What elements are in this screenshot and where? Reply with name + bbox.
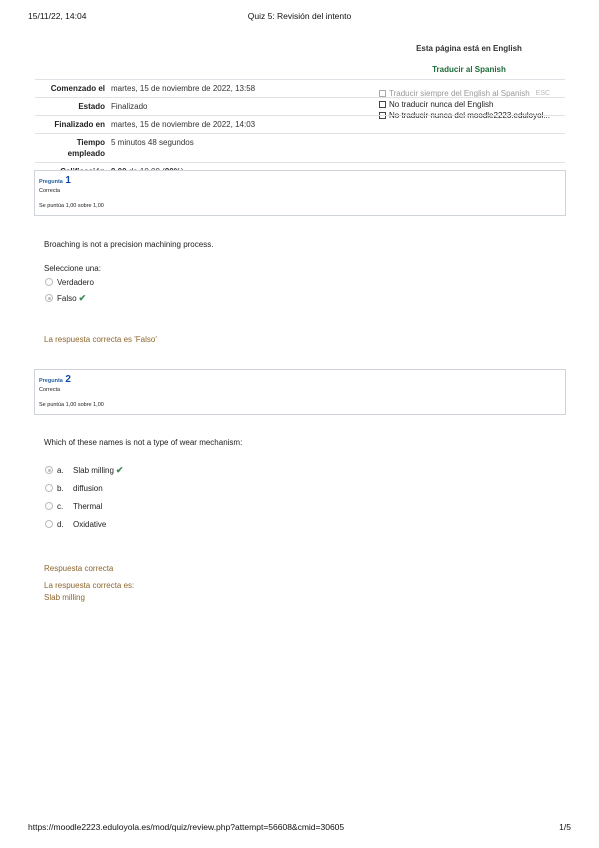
question-grade: Se puntúa 1,00 sobre 1,00 [39,203,104,209]
never-translate-site-label: No traducir nunca del moodle2223.eduloyol... [389,111,550,120]
summary-value: Finalizado [111,102,148,111]
question-state: Correcta [39,188,61,194]
answer-label: Falso [57,293,77,303]
answer-option[interactable] [45,276,94,288]
radio-icon[interactable] [45,466,53,474]
print-header [28,11,571,25]
summary-label-line: empleado [67,149,105,158]
summary-label [35,137,111,159]
correct-answer-feedback: La respuesta correcta es 'Falso' [44,335,157,344]
check-icon: ✔ [115,464,124,475]
print-url: https://moodle2223.eduloyola.es/mod/quiz/review.php?attempt=56608&cmid=30605 [28,822,345,832]
radio-icon[interactable] [45,502,53,510]
feedback-correct: Respuesta correcta [44,564,114,573]
never-translate-language-label: No traducir nunca del English [389,100,494,109]
question-info-box [34,170,566,216]
summary-label-line: Tiempo [76,138,105,147]
summary-label: Finalizado en [54,120,105,129]
summary-label: Comenzado el [50,84,105,93]
translate-always-label: Traducir siempre del English al Spanish [389,89,530,98]
answer-letter: b. [57,483,64,493]
question-number [39,374,561,385]
print-footer [28,822,571,836]
answer-option[interactable] [45,518,106,530]
print-title: Quiz 5: Revisión del intento [247,11,352,21]
question-prefix: Pregunta [39,378,63,384]
page-number: 1/5 [559,822,571,832]
answer-letter: d. [57,519,64,529]
translate-button[interactable]: Traducir al Spanish [432,65,506,74]
question-number-value: 2 [65,374,71,385]
correct-answer-intro: La respuesta correcta es: [44,581,135,590]
question-prefix: Pregunta [39,179,63,185]
answer-option[interactable] [45,464,123,476]
answer-letter: a. [57,465,64,475]
question-state: Correcta [39,387,61,393]
question-grade: Se puntúa 1,00 sobre 1,00 [39,402,104,408]
correct-answer-value: Slab milling [44,593,85,602]
question-info-box [34,369,566,415]
summary-row-finished [35,115,565,133]
summary-label: Estado [78,102,105,111]
answer-label: Thermal [73,501,103,511]
answer-label: Verdadero [57,277,94,287]
answer-letter: c. [57,501,64,511]
shortcut-hint: ESC [535,90,551,97]
attempt-summary-table [35,79,565,181]
translate-available-text: Esta página está en English [416,44,522,53]
answer-label: Oxidative [73,519,107,529]
radio-icon[interactable] [45,278,53,286]
radio-icon[interactable] [45,520,53,528]
answer-prompt: Seleccione una: [44,264,101,273]
summary-row-time-taken [35,133,565,162]
summary-value: martes, 15 de noviembre de 2022, 13:58 [111,84,256,93]
question-text: Which of these names is not a type of wear mechanism: [44,438,243,447]
answer-option[interactable] [45,292,86,304]
answer-option[interactable] [45,482,103,494]
check-icon: ✔ [78,292,87,303]
summary-row-state [35,97,565,115]
question-number [39,175,561,186]
answer-label: diffusion [73,483,103,493]
question-text: Broaching is not a precision machining process. [44,240,214,249]
summary-value: 5 minutos 48 segundos [111,138,194,147]
summary-value: martes, 15 de noviembre de 2022, 14:03 [111,120,256,129]
question-number-value: 1 [65,175,71,186]
answer-label: Slab milling [73,465,114,475]
answer-option[interactable] [45,500,102,512]
radio-icon[interactable] [45,294,53,302]
summary-row-started [35,79,565,97]
radio-icon[interactable] [45,484,53,492]
print-date: 15/11/22, 14:04 [28,11,87,21]
